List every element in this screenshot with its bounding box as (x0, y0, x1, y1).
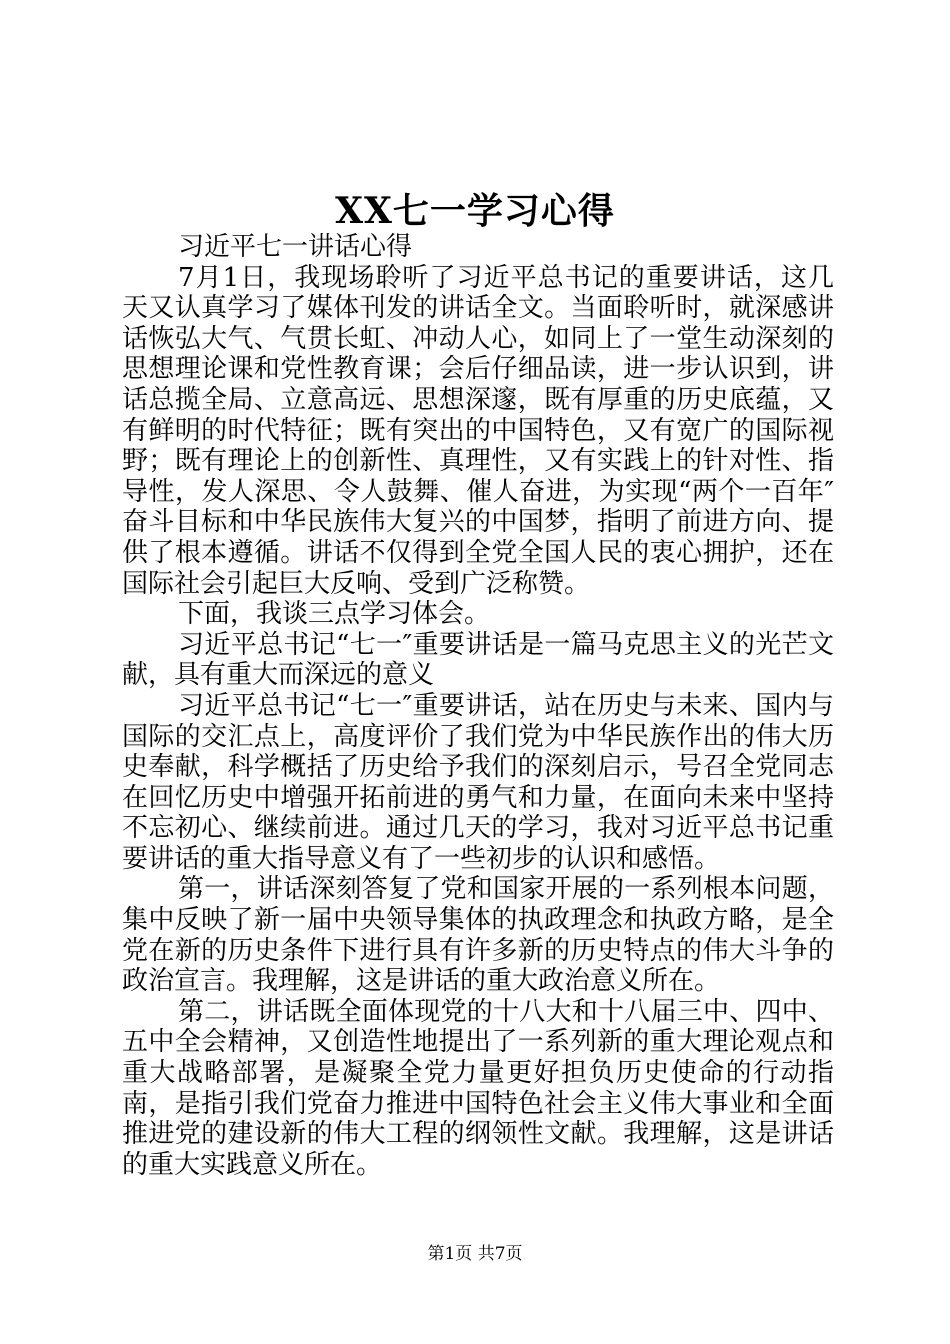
paragraph: 7月1日，我现场聆听了习近平总书记的重要讲话，这几天又认真学习了媒体刊发的讲话全文。当面聆听时，就深感讲话恢弘大气、气贯长虹、冲动人心，如同上了一堂生动深刻的思想理论课和党性教育课；会后仔细品读，进一步认识到，讲话总揽全局、立意高远、思想深邃，既有厚重的历史底蕴，又有鲜明的时代特征；既有突出的中国特色，又有宽广的国际视野；既有理论上的创新性、真理性，又有实践上的针对性、指导性，发人深思、令人鼓舞、催人奋进，为实现“两个一百年″奋斗目标和中华民族伟大复兴的中国梦，指明了前进方向、提供了根本遵循。讲话不仅得到全党全国人民的衷心拥护，还在国际社会引起巨大反响、受到广泛称赞。 (122, 262, 834, 599)
paragraph: 第一，讲话深刻答复了党和国家开展的一系列根本问题，集中反映了新一届中央领导集体的执政理念和执政方略，是全党在新的历史条件下进行具有许多新的历史特点的伟大斗争的政治宣言。我理解，这是讲话的重大政治意义所在。 (122, 874, 834, 997)
page-number-footer: 第1页 共7页 (427, 1244, 523, 1264)
document-title: XX七一学习心得 (335, 190, 615, 232)
document-body (122, 232, 834, 1180)
paragraph-subtitle: 习近平七一讲话心得 (178, 232, 413, 262)
paragraph-heading: 习近平总书记“七一″重要讲话是一篇马克思主义的光芒文献，具有重大而深远的意义 (122, 629, 834, 691)
paragraph: 第二，讲话既全面体现党的十八大和十八届三中、四中、五中全会精神，又创造性地提出了一系列新的重大理论观点和重大战略部署，是凝聚全党力量更好担负历史使命的行动指南，是指引我们党奋力推进中国特色社会主义伟大事业和全面推进党的建设新的伟大工程的纲领性文献。我理解，这是讲话的重大实践意义所在。 (122, 996, 834, 1180)
paragraph: 习近平总书记“七一″重要讲话，站在历史与未来、国内与国际的交汇点上，高度评价了我们党为中华民族作出的伟大历史奉献，科学概括了历史给予我们的深刻启示，号召全党同志在回忆历史中增强开拓前进的勇气和力量，在面向未来中坚持不忘初心、继续前进。通过几天的学习，我对习近平总书记重要讲话的重大指导意义有了一些初步的认识和感悟。 (122, 690, 834, 874)
paragraph: 下面，我谈三点学习体会。 (178, 599, 491, 630)
